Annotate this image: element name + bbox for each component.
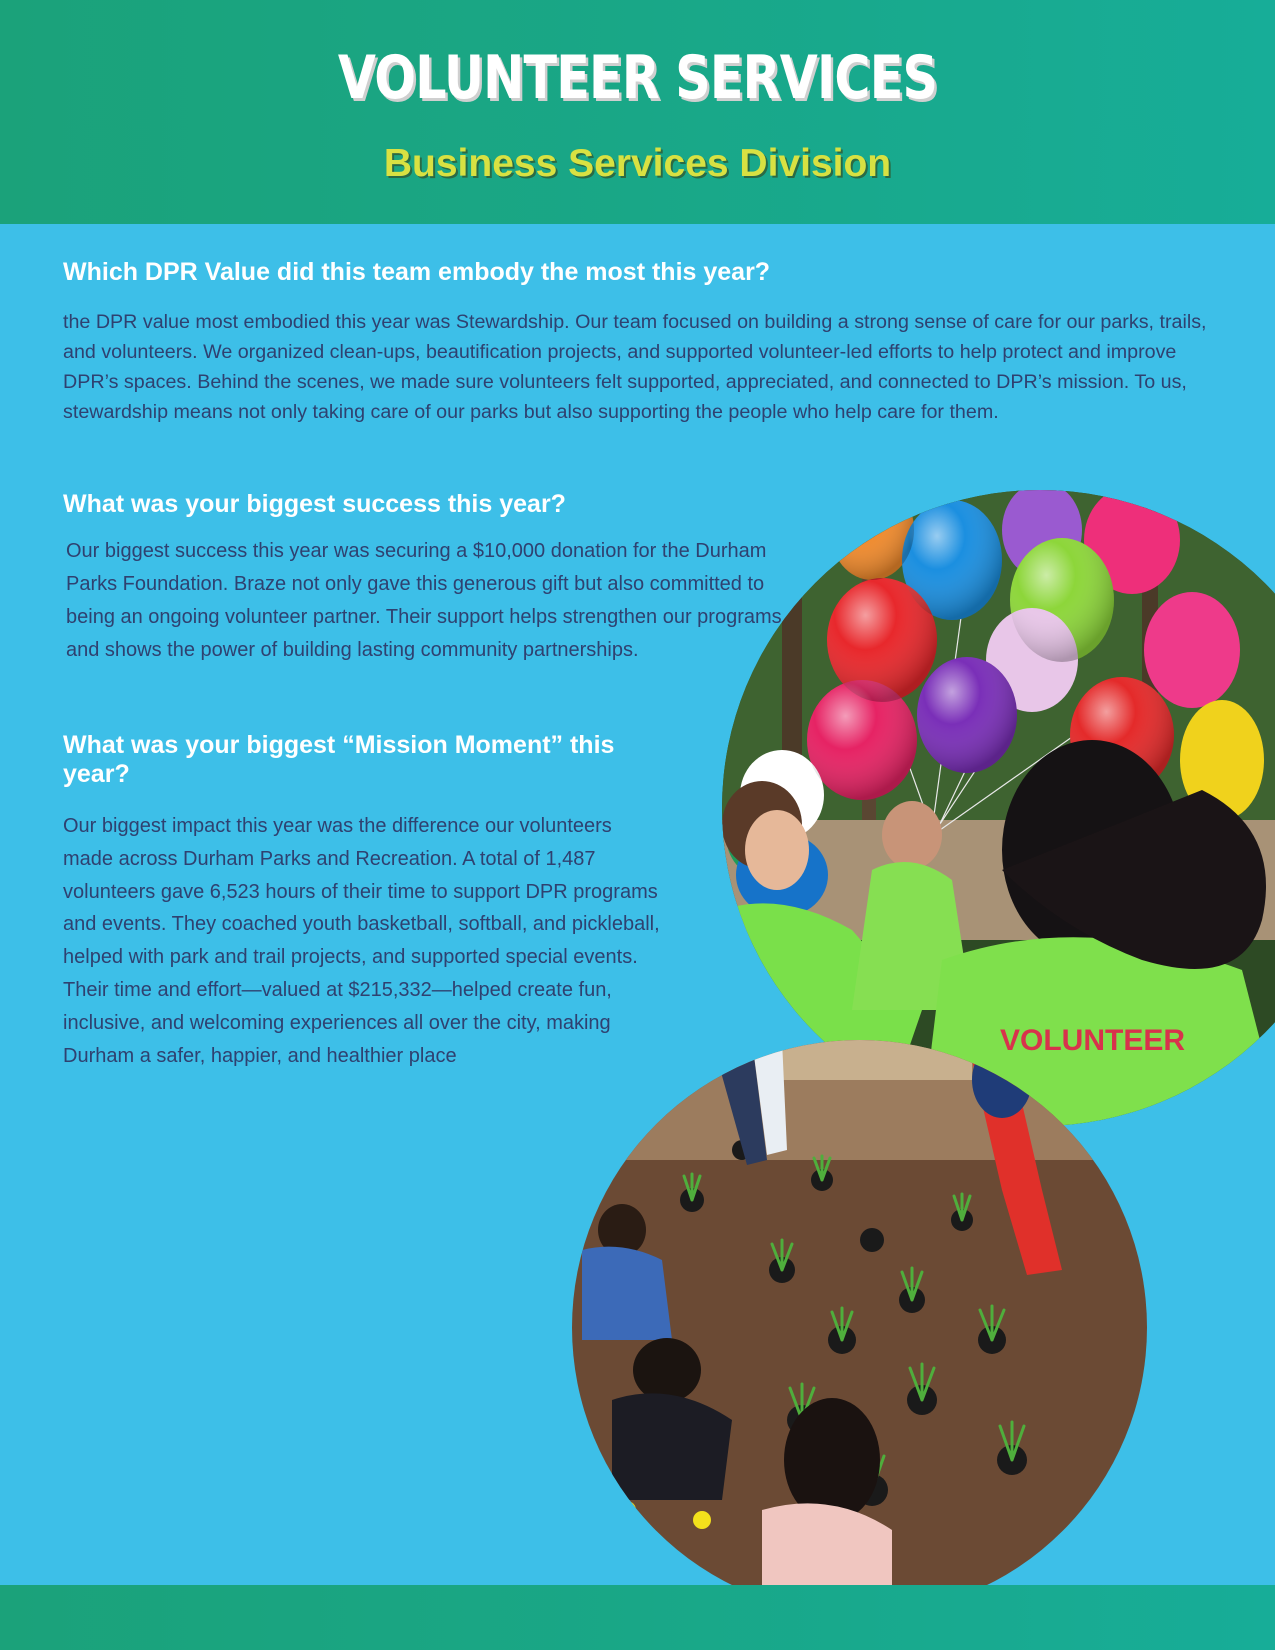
- question-dpr-value: Which DPR Value did this team embody the most this year?: [63, 258, 771, 286]
- question-mission-moment: What was your biggest “Mission Moment” this year?: [63, 731, 615, 788]
- footer-band: [0, 1585, 1275, 1650]
- header-band: [0, 0, 1275, 224]
- planting-volunteers-photo: [572, 1040, 1147, 1615]
- volunteer-shirt-text: VOLUNTEER: [1000, 1024, 1186, 1057]
- question-biggest-success: What was your biggest success this year?: [63, 490, 566, 518]
- answer-mission-moment: Our biggest impact this year was the difference our volunteers made across Durham Parks and Recreation. A total of 1,487 volunteers gave 6,523 hours of their time to support DPR programs and events. They coached youth basketball, softball, and pickleball, helped with park and trail projects, and supported special events. Their time and effort—valued at $215,332—helped create fun, inclusive, and welcoming experiences all over the city, making Durham a safer, happier, and healthier place: [63, 815, 660, 1067]
- page-subtitle: Business Services Division: [383, 142, 892, 185]
- page-title: VOLUNTEER SERVICES: [337, 43, 938, 113]
- answer-dpr-value: the DPR value most embodied this year was Stewardship. Our team focused on building a strong sense of care for our parks, trails, and volunteers. We organized clean-ups, beautification projects, and supported volunteer-led efforts to help protect and improve DPR’s spaces. Behind the scenes, we made sure volunteers felt supported, appreciated, and connected to DPR’s mission. To us, stewardship means not only taking care of our parks but also supporting the people who help care for them.: [63, 311, 1207, 423]
- answer-biggest-success: Our biggest success this year was securing a $10,000 donation for the Durham Parks Foundation. Braze not only gave this generous gift but also committed to being an ongoing volunteer partner. Their support helps strengthen our programs and shows the power of building lasting community partnerships.: [66, 540, 782, 661]
